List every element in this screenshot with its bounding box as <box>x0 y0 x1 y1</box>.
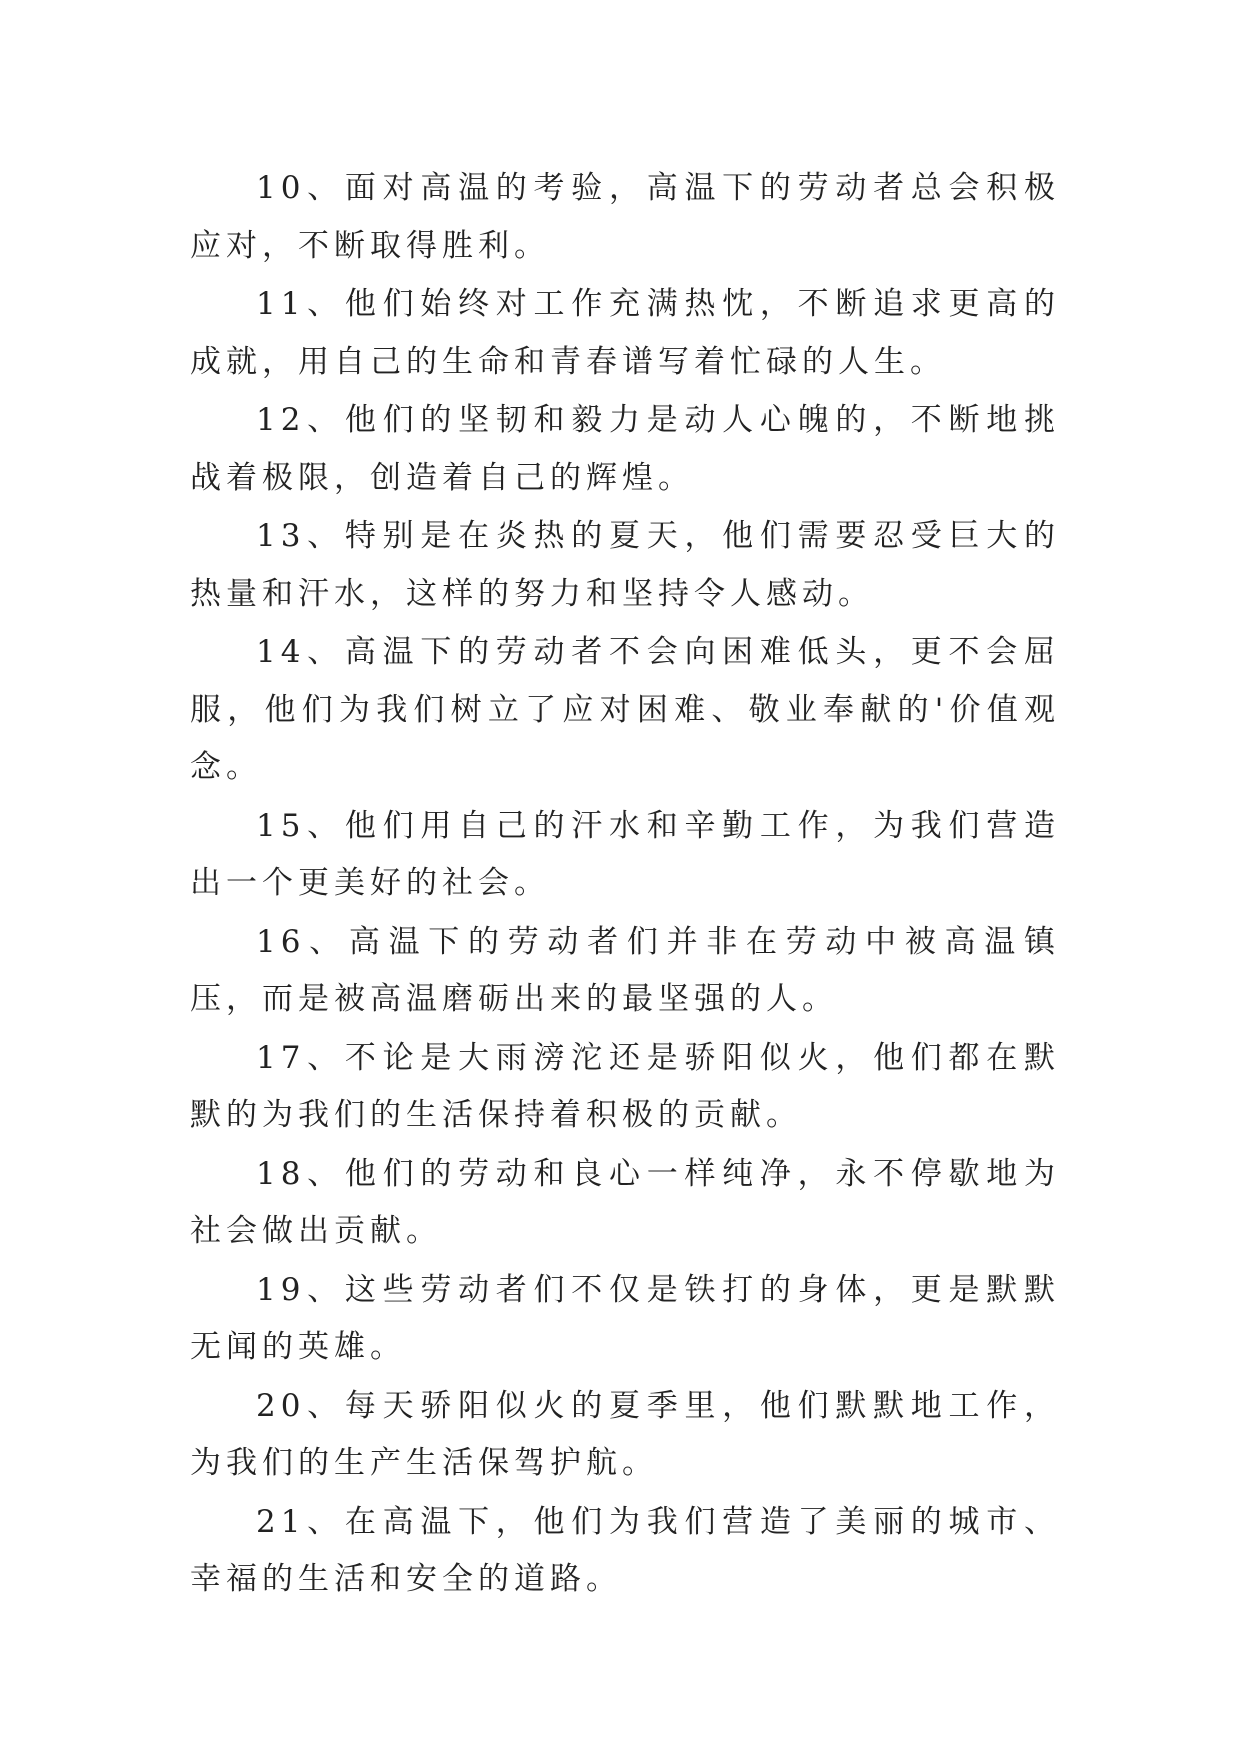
paragraph-14: 14、高温下的劳动者不会向困难低头，更不会屈服，他们为我们树立了应对困难、敬业奉献的'价值观念。 <box>190 634 1060 785</box>
paragraph-20: 20、每天骄阳似火的夏季里，他们默默地工作，为我们的生产生活保驾护航。 <box>190 1387 1060 1481</box>
paragraph-17: 17、不论是大雨滂沱还是骄阳似火，他们都在默默的为我们的生活保持着积极的贡献。 <box>190 1039 1060 1133</box>
paragraph-19: 19、这些劳动者们不仅是铁打的身体，更是默默无闻的英雄。 <box>190 1271 1060 1365</box>
paragraph-15: 15、他们用自己的汗水和辛勤工作，为我们营造出一个更美好的社会。 <box>190 807 1060 901</box>
paragraph-18: 18、他们的劳动和良心一样纯净，永不停歇地为社会做出贡献。 <box>190 1155 1060 1249</box>
paragraph-13: 13、特别是在炎热的夏天，他们需要忍受巨大的热量和汗水，这样的努力和坚持令人感动。 <box>190 518 1060 612</box>
paragraph-11: 11、他们始终对工作充满热忱，不断追求更高的成就，用自己的生命和青春谱写着忙碌的人生。 <box>190 286 1060 380</box>
paragraph-16: 16、高温下的劳动者们并非在劳动中被高温镇压，而是被高温磨砺出来的最坚强的人。 <box>190 923 1060 1017</box>
paragraph-10: 10、面对高温的考验，高温下的劳动者总会积极应对，不断取得胜利。 <box>190 170 1060 264</box>
document-body <box>190 160 1060 1610</box>
paragraph-12: 12、他们的坚韧和毅力是动人心魄的，不断地挑战着极限，创造着自己的辉煌。 <box>190 402 1060 496</box>
paragraph-21: 21、在高温下，他们为我们营造了美丽的城市、幸福的生活和安全的道路。 <box>190 1503 1060 1597</box>
